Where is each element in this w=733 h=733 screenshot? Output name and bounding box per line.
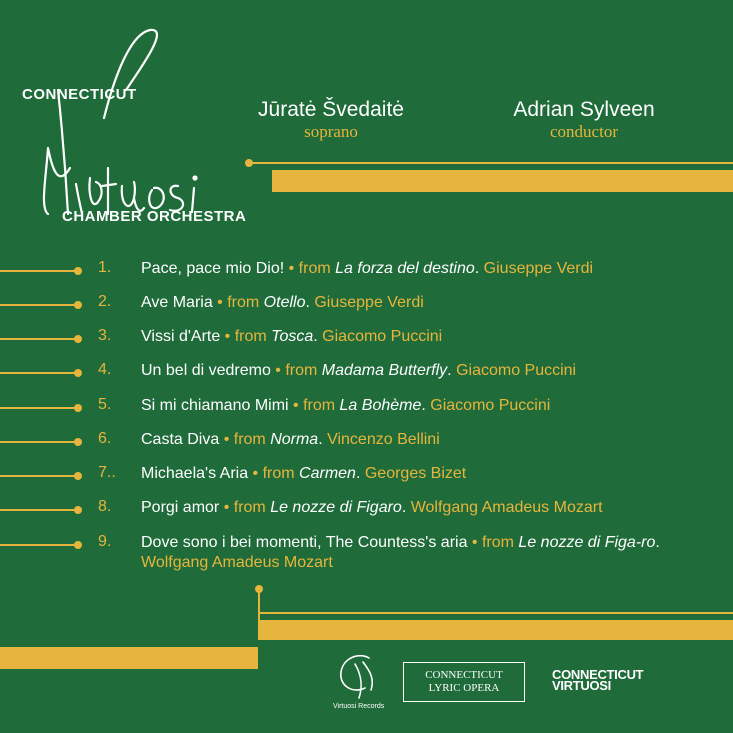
track-title: Pace, pace mio Dio! [141, 260, 285, 277]
track-from: • from [467, 534, 519, 551]
track-composer: Giacomo Puccini [322, 328, 443, 345]
track-title: Ave Maria [141, 294, 213, 311]
track-title: Si mi chiamano Mimi [141, 397, 289, 414]
cv-small-line1: CONNECTICUT [552, 667, 644, 682]
track-work: Le nozze di Figaro [270, 499, 402, 516]
track-line [0, 475, 78, 477]
track-item [141, 259, 701, 279]
performer-conductor [496, 98, 672, 142]
track-item [141, 361, 701, 381]
track-title: Dove sono i bei momenti, The Countess's aria [141, 534, 468, 551]
track-dot [74, 301, 82, 309]
track-sep: . [447, 362, 457, 379]
logo-chamber-orchestra: CHAMBER ORCHESTRA [62, 208, 247, 225]
cv-small-line2: VIRTUOSI [552, 678, 611, 693]
track-number: 8. [98, 498, 112, 515]
track-dot [74, 404, 82, 412]
track-work: Le nozze di Figa-ro [518, 534, 656, 551]
track-sep: . [305, 294, 315, 311]
track-item [141, 293, 701, 313]
track-dot [74, 541, 82, 549]
track-composer: Vincenzo Bellini [327, 431, 440, 448]
cv-small-logo [552, 669, 643, 691]
track-dot [74, 335, 82, 343]
track-item [141, 327, 701, 347]
virtuosi-records-label: Virtuosi Records [333, 703, 385, 710]
track-dot [74, 506, 82, 514]
lyric-opera-logo [403, 662, 525, 702]
track-work: Otello [263, 294, 306, 311]
track-number: 5. [98, 396, 112, 413]
track-sep: . [318, 431, 328, 448]
lyric-opera-line1: CONNECTICUT [425, 669, 503, 681]
track-composer: Giacomo Puccini [456, 362, 577, 379]
track-composer: Wolfgang Amadeus Mozart [141, 554, 333, 571]
performer-role: conductor [550, 122, 618, 141]
track-number: 1. [98, 259, 112, 276]
track-dot [74, 267, 82, 275]
track-dot [74, 472, 82, 480]
lyric-opera-line2: LYRIC OPERA [428, 682, 500, 694]
track-item [141, 430, 701, 450]
track-work: Carmen [299, 465, 356, 482]
performer-role: soprano [304, 122, 358, 141]
track-number: 9. [98, 533, 112, 550]
footer-bar-left [0, 647, 258, 669]
track-from: • from [270, 362, 322, 379]
track-dot [74, 369, 82, 377]
track-item [141, 498, 701, 518]
track-title: Michaela's Aria [141, 465, 249, 482]
performer-name: Jūratė Švedaitė [258, 98, 404, 121]
track-work: Tosca [271, 328, 314, 345]
track-line [0, 407, 78, 409]
track-line [0, 372, 78, 374]
track-sep: . [421, 397, 431, 414]
track-item [141, 396, 701, 416]
track-item [141, 464, 701, 484]
track-line [0, 304, 78, 306]
footer-line [258, 612, 733, 614]
track-number: 6. [98, 430, 112, 447]
track-from: • from [248, 465, 300, 482]
track-from: • from [219, 499, 271, 516]
track-sep: . [474, 260, 484, 277]
track-from: • from [219, 431, 271, 448]
divider-bar [272, 170, 733, 192]
track-composer: Giacomo Puccini [430, 397, 551, 414]
virtuosi-records-logo [333, 650, 385, 702]
track-number: 4. [98, 361, 112, 378]
track-from: • from [212, 294, 264, 311]
track-title: Casta Diva [141, 431, 220, 448]
performer-soprano [246, 98, 416, 142]
track-sep: . [355, 465, 365, 482]
track-composer: Wolfgang Amadeus Mozart [410, 499, 603, 516]
track-item [141, 533, 696, 573]
track-sep: . [401, 499, 411, 516]
track-work: La forza del destino [335, 260, 475, 277]
track-number: 7.. [98, 464, 116, 481]
track-from: • from [288, 397, 340, 414]
divider-line [252, 162, 733, 164]
track-composer: Giuseppe Verdi [314, 294, 424, 311]
track-line [0, 509, 78, 511]
track-composer: Georges Bizet [364, 465, 467, 482]
track-title: Un bel di vedremo [141, 362, 271, 379]
track-sep: . [313, 328, 323, 345]
track-line [0, 338, 78, 340]
track-dot [74, 438, 82, 446]
track-work: Norma [270, 431, 319, 448]
track-from: • from [220, 328, 272, 345]
track-composer: Giuseppe Verdi [483, 260, 594, 277]
track-number: 2. [98, 293, 112, 310]
track-sep: . [655, 534, 660, 551]
logo-connecticut: CONNECTICUT [22, 86, 137, 103]
track-line [0, 270, 78, 272]
track-line [0, 441, 78, 443]
performer-name: Adrian Sylveen [513, 98, 655, 121]
track-work: Madama Butterfly [321, 362, 448, 379]
track-line [0, 544, 78, 546]
track-work: La Bohème [339, 397, 422, 414]
virtuosi-script-logo [18, 18, 258, 228]
track-title: Porgi amor [141, 499, 220, 516]
track-from: • from [284, 260, 336, 277]
track-number: 3. [98, 327, 112, 344]
footer-bar-right [258, 620, 733, 640]
track-title: Vissi d'Arte [141, 328, 221, 345]
